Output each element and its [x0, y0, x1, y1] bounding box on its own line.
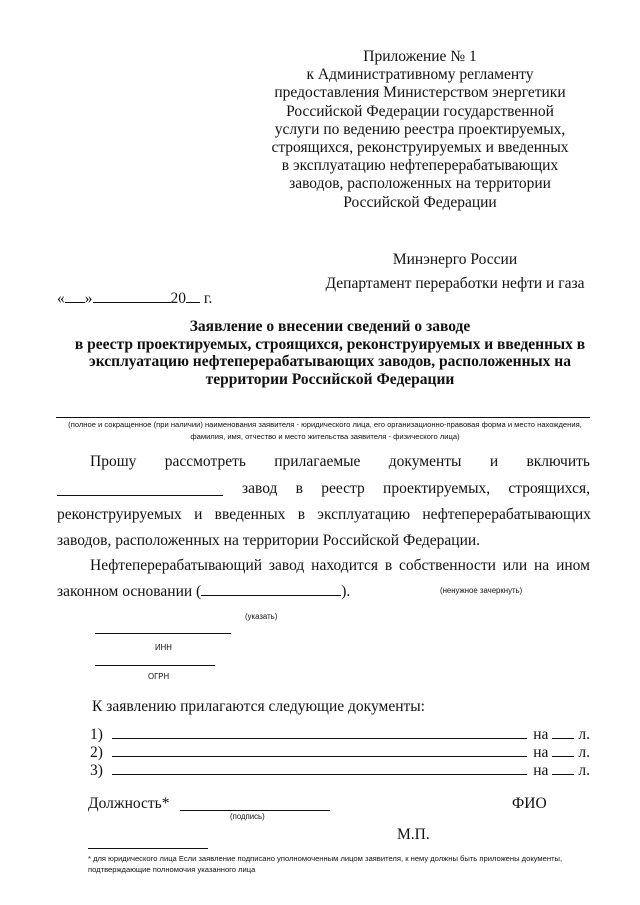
- body-word: эксплуатацию: [317, 506, 411, 523]
- legal-basis-prefix: законном основании (: [57, 583, 202, 600]
- request-line-3: [57, 506, 591, 524]
- body-word: в: [297, 506, 306, 523]
- legal-basis-line: [57, 583, 350, 601]
- appendix-line: строящихся, реконструируемых и введенных: [271, 139, 569, 157]
- body-word: завод: [268, 557, 305, 574]
- body-word: рассмотреть: [164, 453, 246, 470]
- appendix-line: заводов, расположенных на территории: [289, 175, 551, 193]
- body-word: документы: [388, 453, 462, 470]
- document-on-label: на: [533, 762, 549, 779]
- appendix-line: Приложение № 1: [363, 48, 477, 65]
- signature-field[interactable]: [180, 810, 330, 811]
- ownership-line: [90, 557, 590, 575]
- footnote-line: * для юридического лица Если заявление подписано уполномоченным лицом заявителя, к нему должны быть приложены документы,: [88, 854, 563, 863]
- appendix-line: услуги по ведению реестра проектируемых,: [274, 120, 566, 138]
- appendix-line: в эксплуатацию нефтеперерабатывающих: [281, 157, 559, 175]
- document-sheets-label: л.: [578, 744, 590, 761]
- document-item: [90, 742, 590, 762]
- document-title: [30, 318, 630, 388]
- appendix-line: предоставления Министерством энергетики: [274, 84, 566, 102]
- year-field[interactable]: [186, 302, 200, 303]
- day-field[interactable]: [65, 302, 85, 303]
- document-on-label: на: [533, 726, 549, 743]
- applicant-name-field[interactable]: [56, 417, 590, 418]
- request-line-4: заводов, расположенных на территории Российской Федерации.: [57, 532, 481, 549]
- specify-note: (указать): [245, 612, 278, 621]
- appendix-line: Российской Федерации государственной: [286, 102, 554, 120]
- document-item: [90, 760, 590, 780]
- document-name-field[interactable]: [112, 724, 527, 739]
- applicant-note-line: (полное и сокращенное (при наличии) наименования заявителя - юридического лица, его организационно-правовая форма и место нахождения,: [68, 420, 582, 429]
- signature-note: (подпись): [230, 812, 265, 821]
- legal-basis-suffix: ).: [341, 583, 351, 600]
- position-label-group: [88, 795, 169, 813]
- year-prefix: 20: [170, 290, 186, 307]
- body-word: введенных: [214, 506, 286, 523]
- title-line: эксплуатацию нефтеперерабатывающих заводов, расположенных на: [89, 353, 571, 370]
- appendix-line: к Административному регламенту: [306, 66, 534, 84]
- date-line: [57, 290, 212, 308]
- body-word: строящихся,: [508, 480, 590, 497]
- fio-label: ФИО: [512, 795, 547, 812]
- document-number: 1): [90, 726, 103, 743]
- recipient-ministry: Минэнерго России: [392, 251, 518, 268]
- month-field[interactable]: [93, 302, 171, 303]
- document-number: 2): [90, 744, 103, 761]
- body-word: в: [384, 557, 393, 574]
- applicant-note-line: фамилия, имя, отчество и место жительства заявителя - физического лица): [190, 432, 460, 441]
- ogrn-field[interactable]: [95, 665, 215, 666]
- footnote-marker: *: [161, 795, 170, 812]
- document-sheets-label: л.: [578, 726, 590, 743]
- body-word: собственности: [399, 557, 496, 574]
- footnote-line: подтверждающие полномочия указанного лица: [88, 865, 256, 874]
- footnote-rule: [88, 848, 208, 849]
- body-word: и: [489, 453, 499, 470]
- documents-intro: К заявлению прилагаются следующие документы:: [92, 698, 425, 715]
- request-line-2: [242, 480, 590, 498]
- document-name-field[interactable]: [112, 742, 527, 757]
- body-word: включить: [526, 453, 590, 470]
- title-line: территории Российской Федерации: [205, 370, 455, 388]
- plant-name-field[interactable]: [57, 495, 223, 496]
- document-name-field[interactable]: [112, 760, 527, 775]
- inn-field[interactable]: [95, 633, 231, 634]
- document-sheets-label: л.: [578, 762, 590, 779]
- body-word: завод: [242, 480, 278, 497]
- date-close-quote: »: [84, 290, 93, 307]
- body-word: ином: [556, 557, 590, 574]
- body-word: нефтеперерабатывающих: [422, 506, 591, 523]
- body-word: находится: [311, 557, 378, 574]
- recipient-department: Департамент переработки нефти и газа: [325, 275, 585, 292]
- document-item: [90, 724, 590, 744]
- body-word: на: [534, 557, 550, 574]
- strike-note: (ненужное зачеркнуть): [440, 586, 523, 595]
- body-word: Прошу: [90, 453, 137, 470]
- body-word: и: [194, 506, 203, 523]
- inn-label: ИНН: [155, 643, 172, 652]
- body-word: прилагаемые: [274, 453, 361, 470]
- document-sheets-field[interactable]: [552, 724, 574, 739]
- document-sheets-field[interactable]: [552, 760, 574, 775]
- body-word: реестр: [321, 480, 365, 497]
- title-line: Заявление о внесении сведений о заводе: [189, 318, 471, 335]
- body-word: проектируемых,: [383, 480, 491, 497]
- year-suffix: г.: [203, 290, 213, 307]
- legal-basis-field[interactable]: [201, 595, 341, 596]
- title-line: в реестр проектируемых, строящихся, реконструируемых и введенных в: [74, 335, 586, 353]
- document-sheets-field[interactable]: [552, 742, 574, 757]
- document-on-label: на: [533, 744, 549, 761]
- applicant-note: [40, 419, 610, 443]
- body-word: Нефтеперерабатывающий: [90, 557, 263, 574]
- body-word: реконструируемых: [57, 506, 182, 523]
- appendix-line: Российской Федерации: [343, 193, 497, 211]
- position-label: Должность: [88, 795, 162, 812]
- request-line-1: [90, 453, 590, 471]
- body-word: или: [502, 557, 528, 574]
- seal-label: М.П.: [397, 826, 430, 843]
- document-number: 3): [90, 762, 103, 779]
- ogrn-label: ОГРН: [148, 672, 170, 681]
- footnote: [88, 853, 598, 875]
- body-word: в: [295, 480, 303, 497]
- date-open-quote: «: [57, 290, 65, 307]
- recipient-block: [310, 248, 600, 296]
- appendix-header: [250, 48, 590, 212]
